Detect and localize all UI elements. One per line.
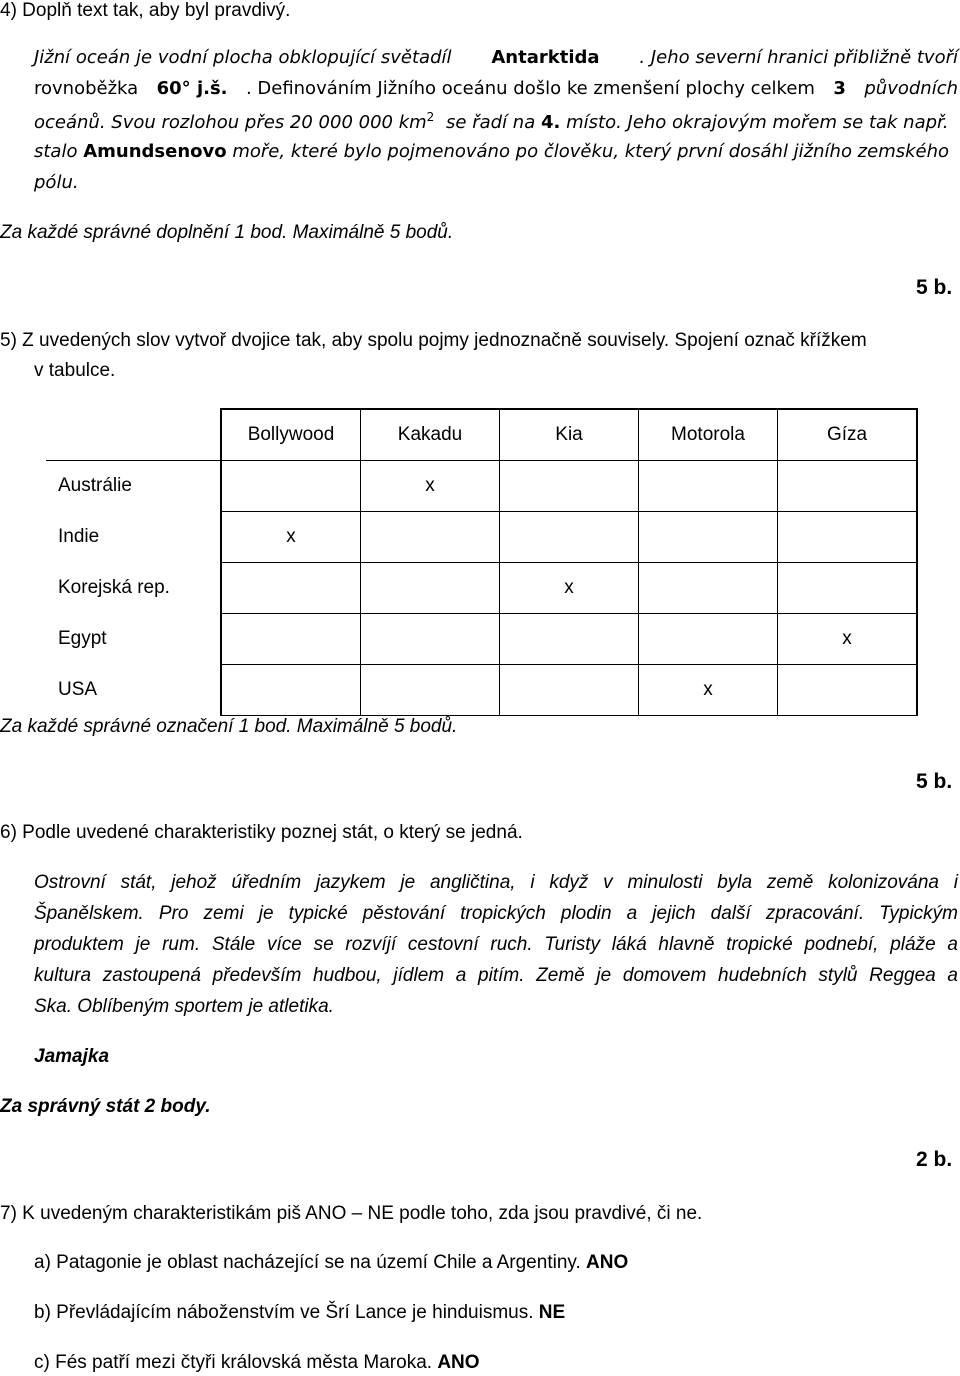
- q4-line-3: [34, 110, 949, 133]
- q7-item-text: b) Převládajícím náboženstvím ve Šrí Lance je hinduismus.: [34, 1302, 534, 1323]
- table-cell[interactable]: [221, 563, 361, 614]
- q5-heading-line-2: v tabulce.: [34, 360, 116, 381]
- q4-text: . Definováním Jižního oceánu došlo ke zmenšení plochy celkem: [245, 78, 815, 99]
- table-cell[interactable]: [221, 461, 361, 512]
- matching-table: [46, 408, 918, 716]
- table-cell[interactable]: [500, 461, 639, 512]
- table-cell[interactable]: x: [500, 563, 639, 614]
- table-cell[interactable]: [500, 614, 639, 665]
- q7-heading: 7) K uvedeným charakteristikám piš ANO – NE podle toho, zda jsou pravdivé, či ne.: [0, 1203, 703, 1224]
- q4-answer-pocet: 3: [833, 78, 846, 99]
- q4-text: Jižní oceán je vodní plocha obklopující světadíl: [34, 47, 452, 68]
- q4-text: původních: [864, 78, 958, 99]
- row-label: Austrálie: [46, 461, 221, 512]
- q6-text-line: Španělskem. Pro zemi je typické pěstování tropických plodin a jejich další zpracování. Typickým: [34, 903, 958, 924]
- column-header: Kakadu: [361, 409, 500, 461]
- q7-item-answer: ANO: [586, 1252, 629, 1273]
- table-cell[interactable]: [778, 461, 918, 512]
- table-cell[interactable]: [361, 512, 500, 563]
- q4-text: moře, které bylo pojmenováno po člověku, který první dosáhl jižního zemského: [232, 141, 950, 162]
- q7-item: [34, 1302, 565, 1324]
- q4-text: . Jeho severní hranici přibližně tvoří: [639, 47, 958, 68]
- table-row: [46, 563, 917, 614]
- q4-answer-rovnobezka: 60° j.š.: [156, 78, 228, 99]
- column-header: Motorola: [639, 409, 778, 461]
- table-cell[interactable]: [221, 614, 361, 665]
- q6-answer: Jamajka: [34, 1046, 110, 1067]
- table-row: [46, 461, 917, 512]
- table-cell[interactable]: [639, 512, 778, 563]
- q7-item: [34, 1252, 628, 1274]
- table-row: [46, 665, 917, 716]
- column-header: Kia: [500, 409, 639, 461]
- column-header: Gíza: [778, 409, 918, 461]
- table-cell[interactable]: [778, 563, 918, 614]
- q5-scoring: Za každé správné označení 1 bod. Maximálně 5 bodů.: [0, 716, 458, 737]
- q7-item-answer: ANO: [437, 1352, 480, 1373]
- q6-heading: 6) Podle uvedené charakteristiky poznej stát, o který se jedná.: [0, 822, 523, 843]
- q4-answer-antarktida: Antarktida: [491, 47, 600, 68]
- table-cell[interactable]: [778, 665, 918, 716]
- table-row: [46, 614, 917, 665]
- q4-answer-more: Amundsenovo: [83, 141, 227, 162]
- q4-line-2: [34, 78, 958, 99]
- q5-points: 5 b.: [916, 770, 953, 793]
- q4-scoring: Za každé správné doplnění 1 bod. Maximálně 5 bodů.: [0, 222, 454, 243]
- table-cell[interactable]: x: [778, 614, 918, 665]
- table-cell[interactable]: [639, 563, 778, 614]
- q7-item-answer: NE: [538, 1302, 566, 1323]
- table-cell[interactable]: [361, 665, 500, 716]
- table-cell[interactable]: [500, 512, 639, 563]
- table-header-row: [46, 409, 917, 461]
- q4-heading: 4) Doplň text tak, aby byl pravdivý.: [0, 0, 291, 21]
- table-cell[interactable]: [361, 563, 500, 614]
- q6-text-line: Ska. Oblíbeným sportem je atletika.: [34, 996, 334, 1017]
- q6-points: 2 b.: [916, 1148, 953, 1171]
- q4-text: rovnoběžka: [34, 78, 139, 99]
- q4-text: místo. Jeho okrajovým mořem se tak např.: [566, 112, 949, 133]
- table-cell[interactable]: [778, 512, 918, 563]
- table-corner: [46, 409, 221, 461]
- q7-item-text: c) Fés patří mezi čtyři královská města Maroka.: [34, 1352, 433, 1373]
- q4-text: stalo: [34, 141, 78, 162]
- table-cell[interactable]: [639, 461, 778, 512]
- row-label: Egypt: [46, 614, 221, 665]
- q4-answer-misto: 4.: [540, 112, 561, 133]
- q7-item: [34, 1352, 480, 1374]
- table-row: [46, 512, 917, 563]
- q6-text-line: Ostrovní stát, jehož úředním jazykem je angličtina, i když v minulosti byla země kolonizována i: [34, 872, 958, 893]
- table-cell[interactable]: [639, 614, 778, 665]
- table-cell[interactable]: [221, 665, 361, 716]
- q4-line-5: pólu.: [34, 172, 79, 193]
- table-cell[interactable]: x: [639, 665, 778, 716]
- table-cell[interactable]: [361, 614, 500, 665]
- q6-text-line: kultura zastoupená především hudbou, jídlem a pitím. Země je domovem hudebních stylů Reggea a: [34, 965, 958, 986]
- column-header: Bollywood: [221, 409, 361, 461]
- q6-scoring: Za správný stát 2 body.: [0, 1096, 211, 1117]
- row-label: Indie: [46, 512, 221, 563]
- table-cell[interactable]: x: [221, 512, 361, 563]
- q4-superscript: 2: [426, 110, 435, 124]
- q4-line-4: [34, 141, 949, 162]
- q6-text-line: produktem je rum. Stále více se rozvíjí cestovní ruch. Turisty láká hlavně tropické podnebí, pláže a: [34, 934, 958, 955]
- q4-text: se řadí na: [446, 112, 536, 133]
- q5-heading-line-1: 5) Z uvedených slov vytvoř dvojice tak, aby spolu pojmy jednoznačně souvisely. Spojení označ křížkem: [0, 330, 867, 351]
- table-cell[interactable]: x: [361, 461, 500, 512]
- q7-item-text: a) Patagonie je oblast nacházející se na území Chile a Argentiny.: [34, 1252, 581, 1273]
- q4-text: oceánů. Svou rozlohou přes 20 000 000 km: [34, 112, 427, 133]
- row-label: USA: [46, 665, 221, 716]
- q4-line-1: [34, 47, 958, 68]
- q4-points: 5 b.: [916, 276, 953, 299]
- row-label: Korejská rep.: [46, 563, 221, 614]
- table-cell[interactable]: [500, 665, 639, 716]
